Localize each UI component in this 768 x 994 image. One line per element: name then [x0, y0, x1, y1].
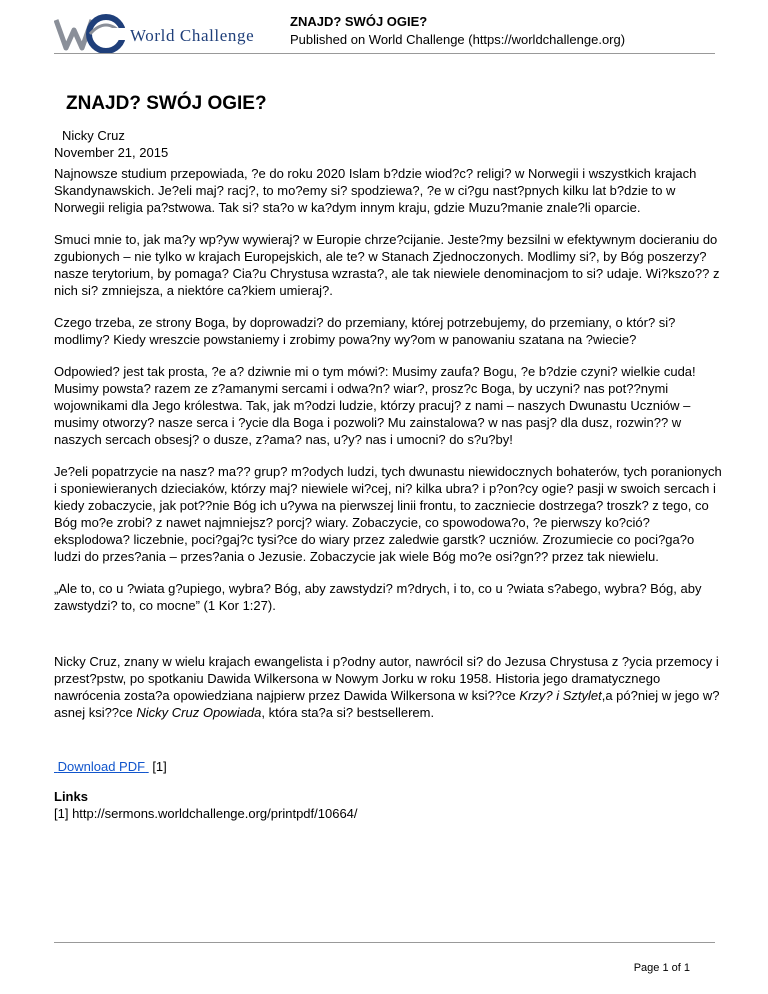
bio-text: Nicky Cruz, znany w wielu krajach ewangelista i p?odny autor, nawrócil si? do Jezusa Chrystusa z ?ycia przemocy i przest?pstw, po spotkaniu Dawida Wilkersona w Nowym Jorku w roku 1958. Historia jego dramatycznego nawrócenia zosta?a opowiedziana najpierw przez Dawida Wilkersona w ksi??ce [54, 654, 719, 703]
paragraph: Smuci mnie to, jak ma?y wp?yw wywieraj? w Europie chrze?cijanie. Jeste?my bezsilni w efektywnym docieraniu do zgubionych – nie tylko w krajach Europejskich, ale te? w Stanach Zjednoczonych. Modlimy si?, by Bóg poszerzy? nasze terytorium, by pomaga? Cia?u Chrystusa wzrasta?, ale tak niewiele denominacjom to si? udaje. Wi?kszo?? z nich si? zmniejsza, a niektóre ca?kiem umieraj?. [54, 232, 720, 298]
book-title: Krzy? i Sztylet [519, 688, 602, 703]
bio-text: ,a pó?niej w jego w?asnej ksi??ce [54, 688, 720, 720]
article-body [54, 165, 724, 822]
date: November 21, 2015 [54, 145, 169, 160]
world-challenge-logo [54, 12, 274, 56]
paragraph: Odpowied? jest tak prosta, ?e a? dziwnie mi o tym mówi?: Musimy zaufa? Bogu, ?e b?dzie czyni? wielkie cuda! Musimy powsta? razem ze z?amanymi sercami i odwa?n? wiar?, prosz?c Boga, by uczyni? nas pot??nymi wojownikami dla Jego królestwa. Tak, jak m?odzi ludzie, którzy pracuj? z nami – naszych Dwunastu Uczniów – musimy otworzy? nasze serca i ?ycie dla Boga i pozwoli? Mu zainstalowa? w nas pasj? dla dusz, rozwin?? w naszych sercach obsesj? o dusze, z?ama? nas, u?y? nas i umocni? do s?u?by! [54, 364, 696, 447]
page-title: ZNAJD? SWÓJ OGIE? [66, 93, 267, 114]
paragraph: Czego trzeba, ze strony Boga, by doprowadzi? do przemiany, której potrzebujemy, do przemiany, o któr? si? modlimy? Kiedy wreszcie powstaniemy i zrobimy powa?ny wy?om w panowaniu szatana na ?wiecie? [54, 315, 676, 347]
header-published: Published on World Challenge (https://worldchallenge.org) [290, 32, 626, 47]
paragraph: Najnowsze studium przepowiada, ?e do roku 2020 Islam b?dzie wiod?c? religi? w Norwegii i wszystkich krajach Skandynawskich. Je?eli maj? racj?, to mo?emy si? spodziewa?, ?e w ci?gu nast?pnych kilku lat b?dzie to w Norwegii religia pa?stwowa. Tak si? sta?o w ka?dym innym kraju, gdzie Muzu?manie znale?li oparcie. [54, 166, 697, 215]
download-row [54, 758, 724, 775]
logo-text: World Challenge [130, 26, 255, 45]
paragraph: Je?eli popatrzycie na nasz? ma?? grup? m?odych ludzi, tych dwunastu niewidocznych bohaterów, tych poranionych i sponiewieranych dzieciaków, którzy maj? niewiele wi?cej, ni? kilka ubra? i p?on?cy ogie? pasji w swoich sercach i kiedy zobaczycie, jak pot??nie Bóg ich u?ywa na pierwszej linii frontu, to zaczniecie dostrzega? troszk? z tego, co Bóg mo?e zrobi? z nawet najmniejsz? porcj? wiary. Zobaczycie, co spowodowa?o, ?e pierwszy ko?ció? eksplodowa? liczebnie, poci?gaj?c tysi?ce do wiary przez zaledwie garstk? uczniów. Zrozumiecie co poci?ga?o ludzi do przes?ania – przes?ania o Jezusie. Zobaczycie jak wiele Bóg mo?e osi?gn?? przez tak niewielu. [54, 464, 722, 564]
bio-text: , która sta?a si? bestsellerem. [261, 705, 435, 720]
author-bio [54, 653, 724, 721]
author: Nicky Cruz [62, 128, 125, 143]
header-title: ZNAJD? SWÓJ OGIE? [290, 14, 428, 29]
footer-divider [54, 942, 715, 943]
scripture-quote: „Ale to, co u ?wiata g?upiego, wybra? Bóg, aby zawstydzi? m?drych, i to, co u ?wiata s?abego, wybra? Bóg, aby zawstydzi? to, co mocne” (1 Kor 1:27). [54, 581, 702, 613]
links-heading: Links [54, 789, 88, 804]
download-pdf-link[interactable]: Download PDF [57, 759, 146, 774]
world-challenge-globe-icon [54, 12, 126, 56]
book-title: Nicky Cruz Opowiada [136, 705, 262, 720]
link-entry: [1] http://sermons.worldchallenge.org/printpdf/10664/ [54, 806, 358, 821]
header-divider [54, 53, 715, 54]
download-ref: [1] [152, 759, 167, 774]
page-number: Page 1 of 1 [633, 962, 690, 974]
